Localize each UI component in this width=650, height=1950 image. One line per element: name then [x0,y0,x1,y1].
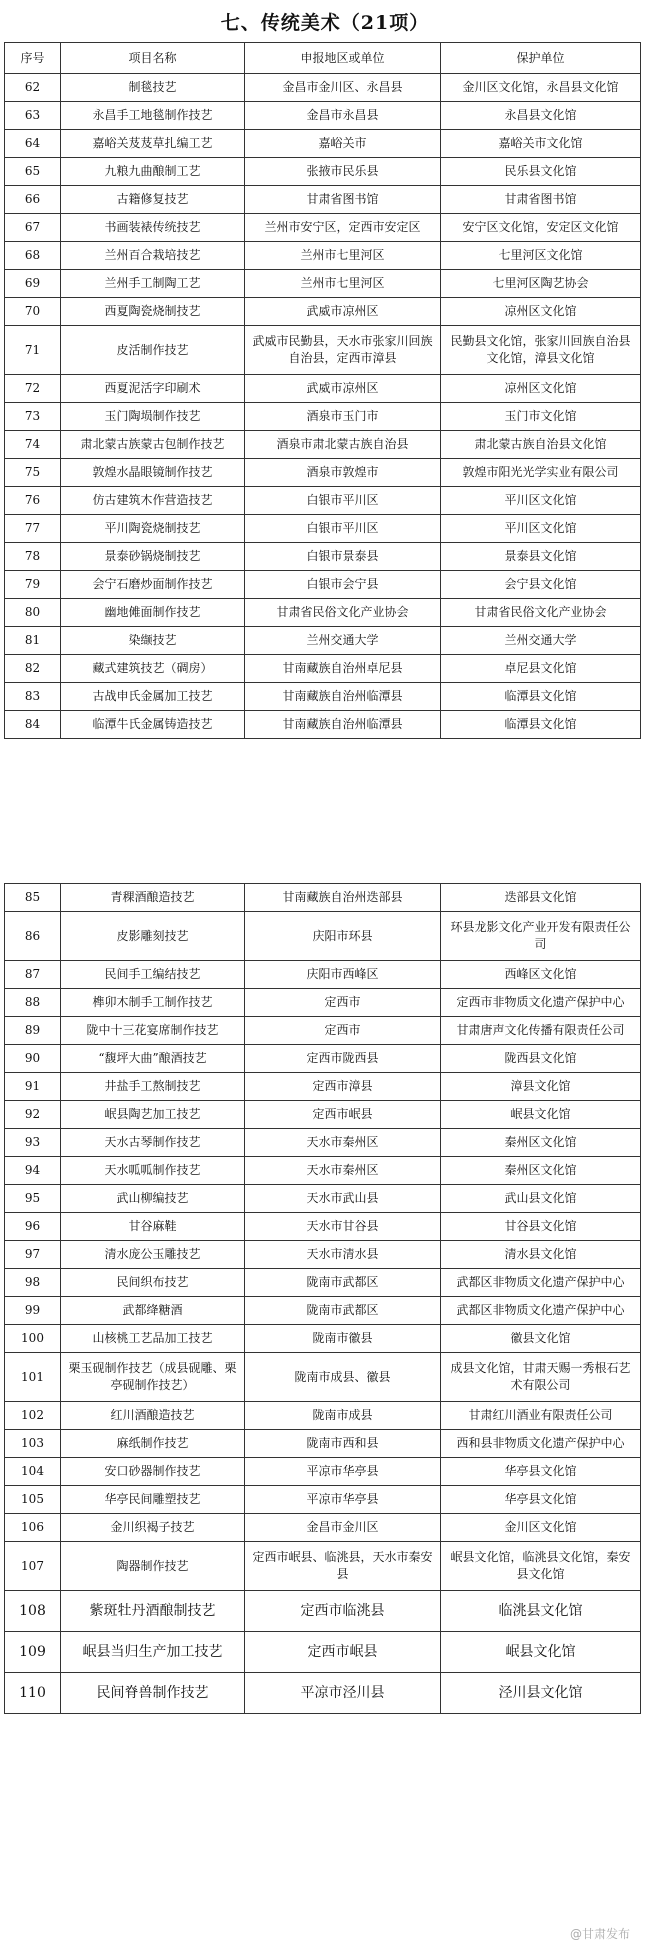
table-header-row [5,43,641,74]
cell-region: 武威市凉州区 [245,298,441,326]
heritage-table-part1 [4,42,641,739]
table-row [5,459,641,487]
cell-index: 80 [5,599,61,627]
table-row [5,1101,641,1129]
cell-index: 102 [5,1402,61,1430]
cell-region: 甘南藏族自治州临潭县 [245,683,441,711]
table-row [5,186,641,214]
cell-index: 65 [5,158,61,186]
cell-region: 张掖市民乐县 [245,158,441,186]
cell-project-name: 幽地傩面制作技艺 [61,599,245,627]
cell-index: 77 [5,515,61,543]
cell-index: 74 [5,431,61,459]
cell-region: 平凉市华亭县 [245,1486,441,1514]
cell-project-name: 岷县陶艺加工技艺 [61,1101,245,1129]
cell-index: 86 [5,912,61,961]
table-row [5,298,641,326]
cell-index: 95 [5,1185,61,1213]
cell-project-name: 榫卯木制手工制作技艺 [61,989,245,1017]
cell-protector: 西峰区文化馆 [441,961,641,989]
cell-index: 71 [5,326,61,375]
cell-region: 兰州交通大学 [245,627,441,655]
table-row [5,214,641,242]
cell-region: 定西市漳县 [245,1073,441,1101]
cell-project-name: 藏式建筑技艺（碉房） [61,655,245,683]
cell-protector: 西和县非物质文化遗产保护中心 [441,1430,641,1458]
cell-index: 98 [5,1269,61,1297]
cell-region: 庆阳市环县 [245,912,441,961]
cell-index: 81 [5,627,61,655]
cell-project-name: 井盐手工熬制技艺 [61,1073,245,1101]
heritage-table-part2 [4,883,641,1714]
table-row [5,1185,641,1213]
cell-protector: 环县龙影文化产业开发有限责任公司 [441,912,641,961]
cell-region: 武威市民勤县，天水市张家川回族自治县，定西市漳县 [245,326,441,375]
table-row [5,1402,641,1430]
cell-region: 陇南市西和县 [245,1430,441,1458]
cell-region: 甘肃省图书馆 [245,186,441,214]
table-row [5,270,641,298]
cell-region: 陇南市成县 [245,1402,441,1430]
cell-region: 天水市秦州区 [245,1129,441,1157]
cell-region: 嘉峪关市 [245,130,441,158]
table-row [5,74,641,102]
cell-project-name: 甘谷麻鞋 [61,1213,245,1241]
cell-index: 73 [5,403,61,431]
table-row [5,1591,641,1632]
table-row [5,599,641,627]
cell-project-name: 红川酒酿造技艺 [61,1402,245,1430]
table-row [5,989,641,1017]
cell-region: 兰州市七里河区 [245,270,441,298]
cell-project-name: 永昌手工地毯制作技艺 [61,102,245,130]
cell-protector: 武山县文化馆 [441,1185,641,1213]
table-row [5,326,641,375]
cell-region: 甘南藏族自治州临潭县 [245,711,441,739]
cell-protector: 兰州交通大学 [441,627,641,655]
header-index: 序号 [5,43,61,74]
cell-region: 天水市秦州区 [245,1157,441,1185]
table-row [5,403,641,431]
page-title: 七、传统美术（21项） [220,12,430,34]
cell-index: 89 [5,1017,61,1045]
cell-protector: 安宁区文化馆，安定区文化馆 [441,214,641,242]
cell-index: 84 [5,711,61,739]
table-row [5,1213,641,1241]
cell-protector: 清水县文化馆 [441,1241,641,1269]
cell-protector: 甘肃省图书馆 [441,186,641,214]
cell-project-name: 敦煌水晶眼镜制作技艺 [61,459,245,487]
table-row [5,375,641,403]
cell-project-name: 青稞酒酿造技艺 [61,884,245,912]
cell-protector: 华亭县文化馆 [441,1458,641,1486]
cell-protector: 甘肃唐声文化传播有限责任公司 [441,1017,641,1045]
cell-protector: 玉门市文化馆 [441,403,641,431]
cell-project-name: 兰州手工制陶工艺 [61,270,245,298]
cell-index: 82 [5,655,61,683]
table-row [5,1297,641,1325]
cell-region: 平凉市泾川县 [245,1673,441,1714]
cell-protector: 民勤县文化馆，张家川回族自治县文化馆，漳县文化馆 [441,326,641,375]
cell-region: 定西市岷县、临洮县，天水市秦安县 [245,1542,441,1591]
cell-protector: 甘肃省民俗文化产业协会 [441,599,641,627]
cell-index: 101 [5,1353,61,1402]
cell-region: 定西市陇西县 [245,1045,441,1073]
cell-protector: 民乐县文化馆 [441,158,641,186]
table-row [5,1157,641,1185]
cell-project-name: 平川陶瓷烧制技艺 [61,515,245,543]
table-row [5,1353,641,1402]
cell-project-name: 肃北蒙古族蒙古包制作技艺 [61,431,245,459]
table-row [5,1673,641,1714]
cell-region: 金昌市永昌县 [245,102,441,130]
cell-protector: 徽县文化馆 [441,1325,641,1353]
cell-region: 陇南市武都区 [245,1297,441,1325]
table-row [5,961,641,989]
table-row [5,158,641,186]
table-row [5,912,641,961]
cell-project-name: 山核桃工艺品加工技艺 [61,1325,245,1353]
cell-project-name: 兰州百合栽培技艺 [61,242,245,270]
cell-protector: 陇西县文化馆 [441,1045,641,1073]
cell-project-name: 陇中十三花宴席制作技艺 [61,1017,245,1045]
cell-project-name: 嘉峪关芨芨草扎编工艺 [61,130,245,158]
header-project-name: 项目名称 [61,43,245,74]
cell-protector: 七里河区文化馆 [441,242,641,270]
cell-protector: 成县文化馆，甘肃天赐一秀根石艺术有限公司 [441,1353,641,1402]
cell-region: 甘南藏族自治州卓尼县 [245,655,441,683]
cell-index: 91 [5,1073,61,1101]
cell-protector: 岷县文化馆 [441,1632,641,1673]
table-row [5,655,641,683]
cell-index: 67 [5,214,61,242]
cell-protector: 七里河区陶艺协会 [441,270,641,298]
table-row [5,1542,641,1591]
cell-protector: 泾川县文化馆 [441,1673,641,1714]
cell-index: 85 [5,884,61,912]
cell-protector: 嘉峪关市文化馆 [441,130,641,158]
cell-protector: 华亭县文化馆 [441,1486,641,1514]
cell-project-name: 安口砂器制作技艺 [61,1458,245,1486]
cell-index: 68 [5,242,61,270]
cell-index: 69 [5,270,61,298]
cell-project-name: 金川织褐子技艺 [61,1514,245,1542]
cell-index: 104 [5,1458,61,1486]
cell-index: 63 [5,102,61,130]
table-row [5,1129,641,1157]
cell-protector: 秦州区文化馆 [441,1129,641,1157]
cell-protector: 凉州区文化馆 [441,298,641,326]
cell-region: 白银市景泰县 [245,543,441,571]
cell-region: 天水市清水县 [245,1241,441,1269]
cell-protector: 临潭县文化馆 [441,711,641,739]
cell-index: 105 [5,1486,61,1514]
cell-region: 兰州市七里河区 [245,242,441,270]
cell-protector: 平川区文化馆 [441,515,641,543]
cell-project-name: 皮活制作技艺 [61,326,245,375]
cell-project-name: 仿古建筑木作营造技艺 [61,487,245,515]
cell-protector: 迭部县文化馆 [441,884,641,912]
cell-region: 金昌市金川区、永昌县 [245,74,441,102]
cell-index: 64 [5,130,61,158]
table-row [5,884,641,912]
cell-index: 87 [5,961,61,989]
cell-project-name: 紫斑牡丹酒酿制技艺 [61,1591,245,1632]
cell-index: 66 [5,186,61,214]
table-row [5,1045,641,1073]
table-row [5,102,641,130]
cell-project-name: 清水庞公玉雕技艺 [61,1241,245,1269]
cell-region: 定西市临洮县 [245,1591,441,1632]
cell-region: 白银市平川区 [245,515,441,543]
cell-index: 93 [5,1129,61,1157]
cell-project-name: 皮影雕刻技艺 [61,912,245,961]
cell-project-name: “馥坪大曲”酿酒技艺 [61,1045,245,1073]
cell-region: 酒泉市敦煌市 [245,459,441,487]
cell-protector: 定西市非物质文化遗产保护中心 [441,989,641,1017]
table-row [5,627,641,655]
cell-region: 酒泉市肃北蒙古族自治县 [245,431,441,459]
table-row [5,515,641,543]
table-row [5,1017,641,1045]
cell-index: 100 [5,1325,61,1353]
table-row [5,242,641,270]
cell-region: 定西市 [245,989,441,1017]
table-row [5,431,641,459]
cell-project-name: 景泰砂锅烧制技艺 [61,543,245,571]
cell-project-name: 武山柳编技艺 [61,1185,245,1213]
cell-index: 96 [5,1213,61,1241]
cell-region: 定西市岷县 [245,1632,441,1673]
table-row [5,1073,641,1101]
cell-index: 88 [5,989,61,1017]
table-row [5,543,641,571]
cell-project-name: 栗玉砚制作技艺（成县砚雕、栗亭砚制作技艺） [61,1353,245,1402]
cell-protector: 临潭县文化馆 [441,683,641,711]
cell-project-name: 陶器制作技艺 [61,1542,245,1591]
table-row [5,487,641,515]
cell-region: 白银市平川区 [245,487,441,515]
table-row [5,1632,641,1673]
cell-project-name: 民间手工编结技艺 [61,961,245,989]
cell-protector: 敦煌市阳光光学实业有限公司 [441,459,641,487]
table-row [5,1514,641,1542]
cell-index: 83 [5,683,61,711]
cell-project-name: 岷县当归生产加工技艺 [61,1632,245,1673]
cell-region: 陇南市徽县 [245,1325,441,1353]
cell-protector: 景泰县文化馆 [441,543,641,571]
cell-region: 兰州市安宁区，定西市安定区 [245,214,441,242]
cell-region: 陇南市成县、徽县 [245,1353,441,1402]
cell-project-name: 民间织布技艺 [61,1269,245,1297]
cell-project-name: 临潭牛氏金属铸造技艺 [61,711,245,739]
table-row [5,711,641,739]
cell-protector: 临洮县文化馆 [441,1591,641,1632]
cell-region: 定西市岷县 [245,1101,441,1129]
cell-protector: 会宁县文化馆 [441,571,641,599]
cell-region: 甘南藏族自治州迭部县 [245,884,441,912]
cell-index: 70 [5,298,61,326]
cell-project-name: 天水呱呱制作技艺 [61,1157,245,1185]
cell-region: 天水市武山县 [245,1185,441,1213]
cell-project-name: 书画装裱传统技艺 [61,214,245,242]
cell-project-name: 西夏陶瓷烧制技艺 [61,298,245,326]
cell-protector: 永昌县文化馆 [441,102,641,130]
cell-protector: 岷县文化馆，临洮县文化馆，秦安县文化馆 [441,1542,641,1591]
table-row [5,130,641,158]
cell-index: 90 [5,1045,61,1073]
cell-index: 75 [5,459,61,487]
header-protector: 保护单位 [441,43,641,74]
cell-project-name: 天水古琴制作技艺 [61,1129,245,1157]
cell-index: 97 [5,1241,61,1269]
table-row [5,1458,641,1486]
cell-index: 76 [5,487,61,515]
cell-region: 甘肃省民俗文化产业协会 [245,599,441,627]
table-row [5,1486,641,1514]
cell-region: 定西市 [245,1017,441,1045]
cell-index: 107 [5,1542,61,1591]
cell-protector: 武都区非物质文化遗产保护中心 [441,1297,641,1325]
cell-index: 94 [5,1157,61,1185]
cell-index: 108 [5,1591,61,1632]
cell-project-name: 制毯技艺 [61,74,245,102]
cell-project-name: 九粮九曲酿制工艺 [61,158,245,186]
cell-index: 92 [5,1101,61,1129]
cell-region: 武威市凉州区 [245,375,441,403]
cell-project-name: 玉门陶埙制作技艺 [61,403,245,431]
cell-protector: 秦州区文化馆 [441,1157,641,1185]
cell-project-name: 古籍修复技艺 [61,186,245,214]
cell-project-name: 染缬技艺 [61,627,245,655]
cell-project-name: 华亭民间雕塑技艺 [61,1486,245,1514]
cell-region: 陇南市武都区 [245,1269,441,1297]
cell-index: 110 [5,1673,61,1714]
cell-protector: 甘谷县文化馆 [441,1213,641,1241]
cell-index: 109 [5,1632,61,1673]
table-row [5,571,641,599]
table-row [5,1430,641,1458]
cell-project-name: 西夏泥活字印刷术 [61,375,245,403]
cell-protector: 武都区非物质文化遗产保护中心 [441,1269,641,1297]
cell-region: 酒泉市玉门市 [245,403,441,431]
cell-index: 106 [5,1514,61,1542]
cell-index: 103 [5,1430,61,1458]
cell-protector: 甘肃红川酒业有限责任公司 [441,1402,641,1430]
cell-protector: 凉州区文化馆 [441,375,641,403]
cell-region: 白银市会宁县 [245,571,441,599]
cell-region: 金昌市金川区 [245,1514,441,1542]
table-row [5,683,641,711]
cell-region: 庆阳市西峰区 [245,961,441,989]
table-row [5,1269,641,1297]
cell-region: 平凉市华亭县 [245,1458,441,1486]
header-region: 申报地区或单位 [245,43,441,74]
cell-index: 62 [5,74,61,102]
cell-project-name: 会宁石磨炒面制作技艺 [61,571,245,599]
cell-project-name: 麻纸制作技艺 [61,1430,245,1458]
watermark: @甘肃发布 [569,1927,630,1941]
cell-project-name: 古战申氏金属加工技艺 [61,683,245,711]
cell-index: 72 [5,375,61,403]
cell-protector: 漳县文化馆 [441,1073,641,1101]
table-row [5,1241,641,1269]
cell-protector: 肃北蒙古族自治县文化馆 [441,431,641,459]
table-row [5,1325,641,1353]
cell-protector: 平川区文化馆 [441,487,641,515]
cell-protector: 金川区文化馆，永昌县文化馆 [441,74,641,102]
cell-index: 79 [5,571,61,599]
cell-index: 99 [5,1297,61,1325]
cell-protector: 岷县文化馆 [441,1101,641,1129]
cell-index: 78 [5,543,61,571]
cell-project-name: 武都绛糖酒 [61,1297,245,1325]
cell-region: 天水市甘谷县 [245,1213,441,1241]
cell-project-name: 民间脊兽制作技艺 [61,1673,245,1714]
cell-protector: 金川区文化馆 [441,1514,641,1542]
cell-protector: 卓尼县文化馆 [441,655,641,683]
